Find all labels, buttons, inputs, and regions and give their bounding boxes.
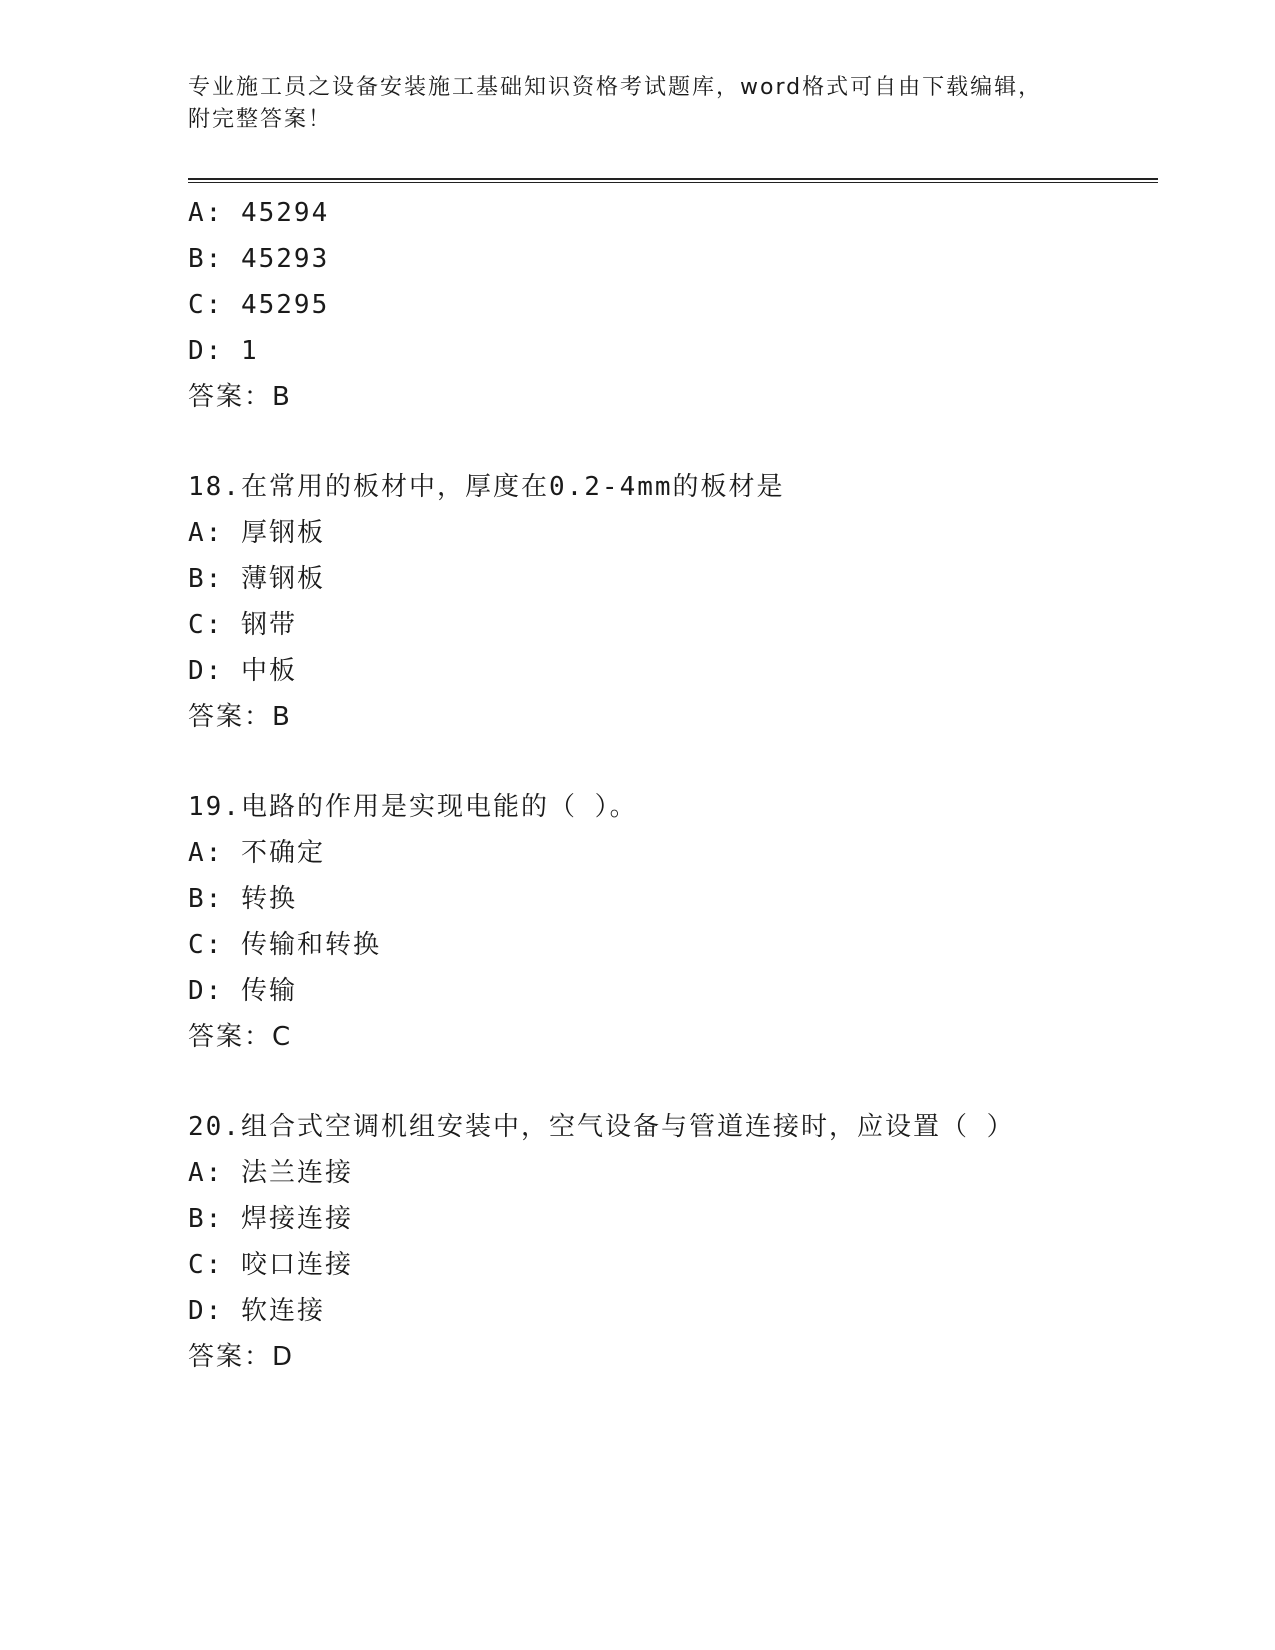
option-a: A: 45294: [188, 198, 330, 228]
question-18: [188, 464, 1158, 740]
option-b: B: 转换: [188, 884, 297, 914]
option-c: C: 咬口连接: [188, 1250, 353, 1280]
option-d: D: 中板: [188, 656, 297, 686]
option-d: D: 软连接: [188, 1296, 325, 1326]
spacer: [188, 420, 1158, 464]
option-a: A: 厚钢板: [188, 518, 325, 548]
option-a: A: 不确定: [188, 838, 325, 868]
header-divider: [188, 178, 1158, 183]
option-c: C: 传输和转换: [188, 930, 381, 960]
question-20: [188, 1104, 1158, 1380]
question-text: 18.在常用的板材中，厚度在0.2-4mm的板材是: [188, 472, 785, 502]
option-b: B: 45293: [188, 244, 330, 274]
question-text: 19.电路的作用是实现电能的（ ）。: [188, 792, 638, 822]
question-17: [188, 190, 1158, 420]
answer: 答案：B: [188, 382, 292, 412]
question-list: [188, 190, 1158, 1380]
header-title-line2: 附完整答案！: [188, 107, 333, 132]
answer: 答案：B: [188, 702, 292, 732]
spacer: [188, 740, 1158, 784]
document-header: [188, 72, 1088, 136]
header-title-line1: 专业施工员之设备安装施工基础知识资格考试题库，word格式可自由下载编辑，: [188, 75, 1043, 100]
option-b: B: 薄钢板: [188, 564, 325, 594]
answer: 答案：D: [188, 1342, 295, 1372]
question-19: [188, 784, 1158, 1060]
option-a: A: 法兰连接: [188, 1158, 353, 1188]
option-c: C: 钢带: [188, 610, 297, 640]
option-b: B: 焊接连接: [188, 1204, 353, 1234]
spacer: [188, 1060, 1158, 1104]
option-d: D: 1: [188, 336, 259, 366]
answer: 答案：C: [188, 1022, 293, 1052]
option-c: C: 45295: [188, 290, 330, 320]
option-d: D: 传输: [188, 976, 297, 1006]
question-text: 20.组合式空调机组安装中，空气设备与管道连接时，应设置（ ）: [188, 1112, 1015, 1142]
